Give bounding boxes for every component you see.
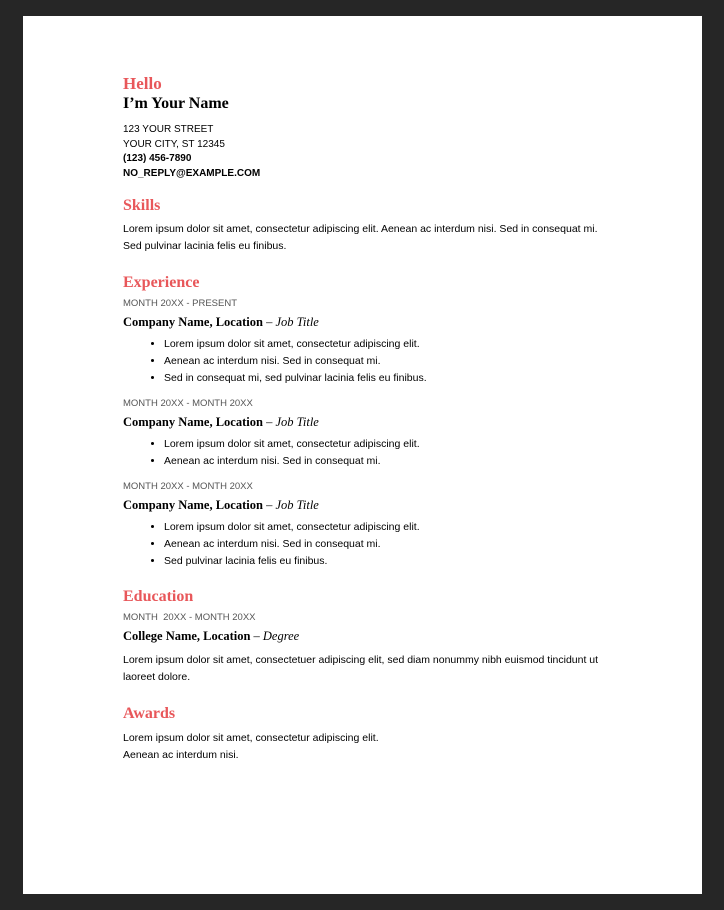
contact-street: 123 YOUR STREET xyxy=(123,124,214,135)
contact-phone: (123) 456-7890 xyxy=(123,153,192,164)
education-separator: – xyxy=(253,629,260,643)
degree: Degree xyxy=(262,629,300,643)
job-dates: MONTH 20XX - MONTH 20XX xyxy=(123,481,253,492)
contact-city: YOUR CITY, ST 12345 xyxy=(123,138,225,150)
name-heading: I’m Your Name xyxy=(123,95,229,112)
job-role xyxy=(123,497,613,513)
role-separator: – xyxy=(266,315,273,329)
job-bullet: • Aenean ac interdum nisi. Sed in consequat mi. xyxy=(164,536,613,553)
company-name: Company Name, Location xyxy=(123,498,263,512)
education-role xyxy=(123,628,613,644)
job-title: Job Title xyxy=(275,498,319,512)
experience-heading: Experience xyxy=(123,274,200,291)
job-entry-3 xyxy=(123,481,613,570)
contact-email: NO_REPLY@EXAMPLE.COM xyxy=(123,167,261,179)
awards-heading: Awards xyxy=(123,705,176,722)
job-dates: MONTH 20XX - MONTH 20XX xyxy=(123,398,253,409)
company-name: Company Name, Location xyxy=(123,315,263,329)
skills-heading: Skills xyxy=(123,197,161,214)
job-bullet: • Lorem ipsum dolor sit amet, consectetur adipiscing elit. xyxy=(164,436,613,453)
skills-text: Lorem ipsum dolor sit amet, consectetur adipiscing elit. Aenean ac interdum nisi. Sed in consequat mi. Sed pulvinar lacinia felis eu finibus. xyxy=(123,223,598,252)
awards-line-1: Lorem ipsum dolor sit amet, consectetur adipiscing elit. xyxy=(123,732,379,744)
job-bullet: • Sed pulvinar lacinia felis eu finibus. xyxy=(164,553,613,570)
job-dates: MONTH 20XX - PRESENT xyxy=(123,298,238,309)
job-bullet: • Lorem ipsum dolor sit amet, consectetur adipiscing elit. xyxy=(164,519,613,536)
education-heading: Education xyxy=(123,588,194,605)
document-page xyxy=(23,16,702,894)
education-dates: MONTH 20XX - MONTH 20XX xyxy=(123,612,256,623)
school-name: College Name, Location xyxy=(123,629,251,643)
job-role xyxy=(123,414,613,430)
job-bullets xyxy=(123,336,613,387)
job-title: Job Title xyxy=(275,415,319,429)
resume-content xyxy=(123,74,613,764)
job-bullet: • Lorem ipsum dolor sit amet, consectetur adipiscing elit. xyxy=(164,336,613,353)
awards-line-2: Aenean ac interdum nisi. xyxy=(123,749,239,761)
contact-block xyxy=(123,123,613,181)
job-bullet: • Aenean ac interdum nisi. Sed in consequat mi. xyxy=(164,353,613,370)
greeting-heading: Hello xyxy=(123,74,162,93)
job-entry-1 xyxy=(123,298,613,387)
job-bullet: • Aenean ac interdum nisi. Sed in consequat mi. xyxy=(164,453,613,470)
job-title: Job Title xyxy=(275,315,319,329)
education-text: Lorem ipsum dolor sit amet, consectetuer adipiscing elit, sed diam nonummy nibh euismod tincidunt ut laoreet dolore. xyxy=(123,654,599,683)
job-bullets xyxy=(123,436,613,470)
role-separator: – xyxy=(266,498,273,512)
job-role xyxy=(123,314,613,330)
job-entry-2 xyxy=(123,398,613,470)
role-separator: – xyxy=(266,415,273,429)
company-name: Company Name, Location xyxy=(123,415,263,429)
job-bullet: • Sed in consequat mi, sed pulvinar lacinia felis eu finibus. xyxy=(164,370,613,387)
job-bullets xyxy=(123,519,613,570)
